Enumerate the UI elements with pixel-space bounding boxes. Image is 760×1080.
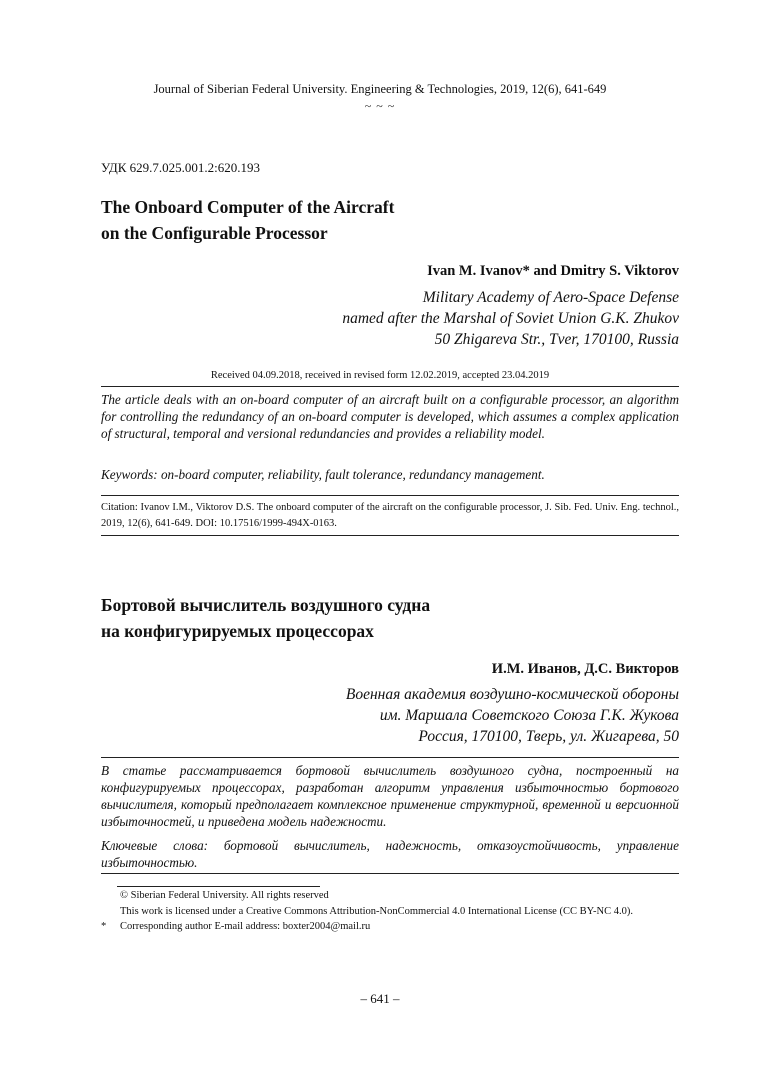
russian-affiliation bbox=[119, 684, 679, 747]
english-title-line2: on the Configurable Processor bbox=[101, 223, 328, 243]
affiliation-line: Военная академия воздушно-космической обороны bbox=[345, 686, 679, 703]
corresponding-author: Corresponding author E-mail address: boxter2004@mail.ru bbox=[120, 921, 371, 932]
russian-abstract: В статье рассматривается бортовой вычислитель воздушного судна, построенный на конфигурируемых процессорах, разработан алгоритм управления избыточностью бортового вычислителя, который предполагает комплексное применение структурной, временной и версионной избыточностей, и приведена модель надежности. bbox=[101, 763, 679, 829]
affiliation-line: Military Academy of Aero-Space Defense bbox=[422, 289, 679, 306]
english-title bbox=[101, 194, 394, 246]
affiliation-line: Россия, 170100, Тверь, ул. Жигарева, 50 bbox=[418, 728, 679, 745]
footnote-asterisk: * bbox=[101, 921, 107, 932]
license-line: This work is licensed under a Creative Commons Attribution-NonCommercial 4.0 International License (CC BY-NC 4.0). bbox=[120, 906, 633, 917]
affiliation-line: 50 Zhigareva Str., Tver, 170100, Russia bbox=[434, 331, 679, 348]
english-abstract: The article deals with an on-board computer of an aircraft built on a configurable processor, an algorithm for controlling the redundancy of an on-board computer is developed, which assumes a complex application of structural, temporal and versional redundancies and provides a reliability model. bbox=[101, 392, 679, 441]
udk-code: УДК 629.7.025.001.2:620.193 bbox=[101, 160, 261, 175]
journal-header: Journal of Siberian Federal University. Engineering & Technologies, 2019, 12(6), 641-649 bbox=[153, 82, 607, 96]
divider bbox=[101, 495, 679, 496]
russian-title-line2: на конфигурируемых процессорах bbox=[101, 621, 374, 641]
divider bbox=[101, 386, 679, 387]
divider bbox=[101, 535, 679, 536]
russian-keywords: Ключевые слова: бортовой вычислитель, надежность, отказоустойчивость, управление избыточностью. bbox=[101, 838, 679, 870]
english-keywords: Keywords: on-board computer, reliability, fault tolerance, redundancy management. bbox=[101, 467, 545, 482]
page-number: – 641 – bbox=[360, 991, 400, 1006]
russian-title-line1: Бортовой вычислитель воздушного судна bbox=[101, 595, 431, 615]
citation: Citation: Ivanov I.M., Viktorov D.S. The onboard computer of the aircraft on the configurable processor, J. Sib. Fed. Univ. Eng. technol., 2019, 12(6), 641-649. DOI: 10.17516/1999-494X-0163. bbox=[101, 502, 679, 529]
divider bbox=[101, 757, 679, 758]
affiliation-line: named after the Marshal of Soviet Union G.K. Zhukov bbox=[342, 310, 679, 327]
divider bbox=[101, 873, 679, 874]
english-title-line1: The Onboard Computer of the Aircraft bbox=[101, 197, 395, 217]
affiliation-line: им. Маршала Советского Союза Г.К. Жукова bbox=[379, 707, 679, 724]
english-authors: Ivan M. Ivanov* and Dmitry S. Viktorov bbox=[427, 263, 679, 279]
russian-authors: И.М. Иванов, Д.С. Викторов bbox=[491, 661, 679, 677]
english-affiliation bbox=[119, 287, 679, 350]
copyright-line: © Siberian Federal University. All rights reserved bbox=[120, 890, 329, 901]
footnote-rule bbox=[117, 886, 320, 887]
header-ornament: ~ ~ ~ bbox=[364, 99, 396, 113]
russian-title bbox=[101, 592, 430, 644]
received-dates: Received 04.09.2018, received in revised form 12.02.2019, accepted 23.04.2019 bbox=[210, 370, 550, 381]
